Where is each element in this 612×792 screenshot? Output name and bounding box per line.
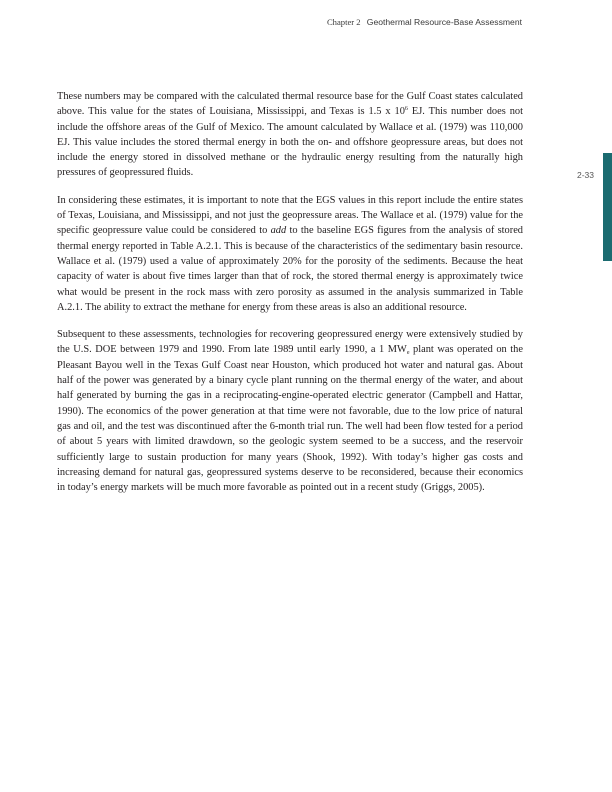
body-text (57, 89, 523, 507)
paragraph-3-text-a: Subsequent to these assessments, technologies for recovering geopressured energy were extensively studied by the U.S. DOE between 1979 and 1990. From late 1989 until early 1990, a 1 MW (57, 329, 523, 356)
chapter-tab-bar (603, 153, 612, 261)
superscript-exponent: 6 (404, 106, 408, 113)
running-header (327, 17, 522, 27)
paragraph-2-text-a: In considering these estimates, it is important to note that the EGS values in this report include the entire states of Texas, Louisiana, and Mississippi, and not just the geopressure areas. The Wallace et al. (1979) value for the specific geopressure value could be considered to (57, 194, 523, 237)
paragraph-1-text-b: EJ. This number does not include the offshore areas of the Gulf of Mexico. The amount calculated by Wallace et al. (1979) was 110,000 EJ. This value includes the stored thermal energy in both the on- and offshore geopressure areas, but does not include the energy stored in dissolved methane or the hydraulic energy resulting from the naturally high pressures of geopressured fluids. (57, 106, 523, 179)
paragraph-1 (57, 89, 523, 181)
page-number: 2-33 (577, 170, 595, 180)
chapter-label: Chapter 2 (326, 17, 361, 27)
emphasis-add: add (270, 225, 287, 237)
paragraph-3 (57, 327, 523, 495)
paragraph-2-text-b: to the baseline EGS figures from the analysis of stored thermal energy reported in Table A.2.1. This is because of the characteristics of the sedimentary basin resource. Wallace et al. (1979) used a value of approximately 20% for the porosity of the sediments. Because the heat capacity of water is about five times larger than that of rock, the stored thermal energy is approximately twice what would be present in the rock mass with zero porosity as assumed in the analysis summarized in Table A.2.1. The ability to extract the methane for energy from these areas is also an additional resource. (57, 225, 523, 313)
paragraph-2 (57, 193, 523, 315)
subscript-electric: e (406, 350, 410, 357)
paragraph-3-text-b: plant was operated on the Pleasant Bayou well in the Texas Gulf Coast near Houston, which produced hot water and natural gas. About half of the power was generated by a binary cycle plant running on the thermal energy of the water, and about half generated by burning the gas in a reciprocating-engine-operated electric generator (Campbell and Hattar, 1990). The economics of the power generation at that time were not favorable, due to the low price of natural gas and oil, and the test was discontinued after the 6-month trial run. The well had been flow tested for a period of about 5 years with limited drawdown, so the geologic system seemed to be a success, and the reservoir sufficiently large to sustain production for many years (Shook, 1992). With today’s higher gas costs and increasing demand for natural gas, geopressured systems deserve to be reconsidered, because their economics in today’s energy markets will be much more favorable as pointed out in a recent study (Griggs, 2005). (57, 344, 523, 494)
chapter-title: Geothermal Resource-Base Assessment (366, 17, 522, 27)
paragraph-1-text-a: These numbers may be compared with the calculated thermal resource base for the Gulf Coast states calculated above. This value for the states of Louisiana, Mississippi, and Texas is 1.5 x 10 (57, 91, 523, 118)
